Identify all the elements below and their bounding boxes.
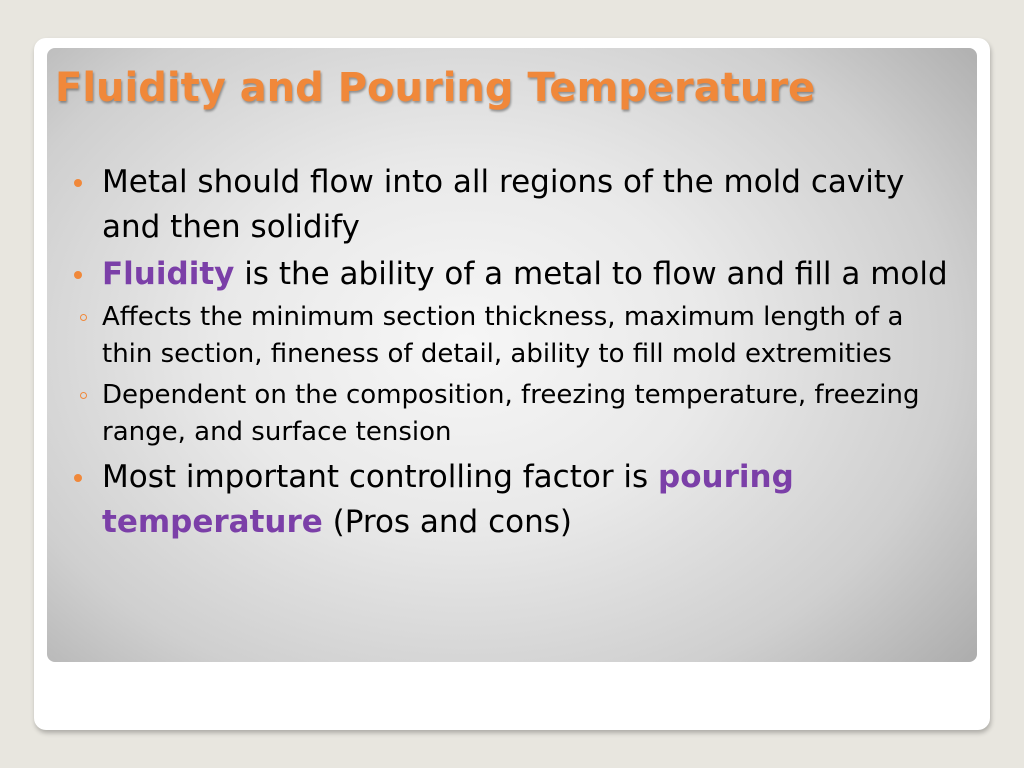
sub-bullet-item: [71, 377, 951, 451]
bullet-text: Most important controlling factor is: [102, 459, 659, 495]
bullet-emphasis: Fluidity: [102, 256, 235, 292]
bullet-emphasis: pouring temperature: [102, 459, 794, 540]
bullet-item: [71, 160, 951, 250]
bullet-text: (Pros and cons): [322, 504, 572, 540]
bullet-item: [71, 252, 951, 297]
sub-bullet-text: Dependent on the composition, freezing temperature, freezing range, and surface tension: [102, 380, 920, 447]
sub-bullet-ring-icon: [80, 314, 87, 321]
slide-content-panel: [47, 48, 977, 662]
bullet-text: is the ability of a metal to flow and fill a mold: [234, 256, 948, 292]
sub-bullet-ring-icon: [80, 392, 87, 399]
sub-bullet-text: Affects the minimum section thickness, maximum length of a thin section, fineness of detail, ability to fill mold extremities: [102, 302, 904, 369]
bullet-dot-icon: [74, 179, 82, 187]
bullet-dot-icon: [74, 474, 82, 482]
slide-title: Fluidity and Pouring Temperature: [55, 65, 816, 111]
bullet-dot-icon: [74, 271, 82, 279]
sub-bullet-list: [71, 299, 951, 451]
sub-bullet-group: [71, 299, 951, 451]
bullet-text: Metal should flow into all regions of the mold cavity and then solidify: [102, 164, 905, 245]
bullet-item: [71, 455, 951, 545]
sub-bullet-item: [71, 299, 951, 373]
bullet-list: [71, 160, 951, 547]
